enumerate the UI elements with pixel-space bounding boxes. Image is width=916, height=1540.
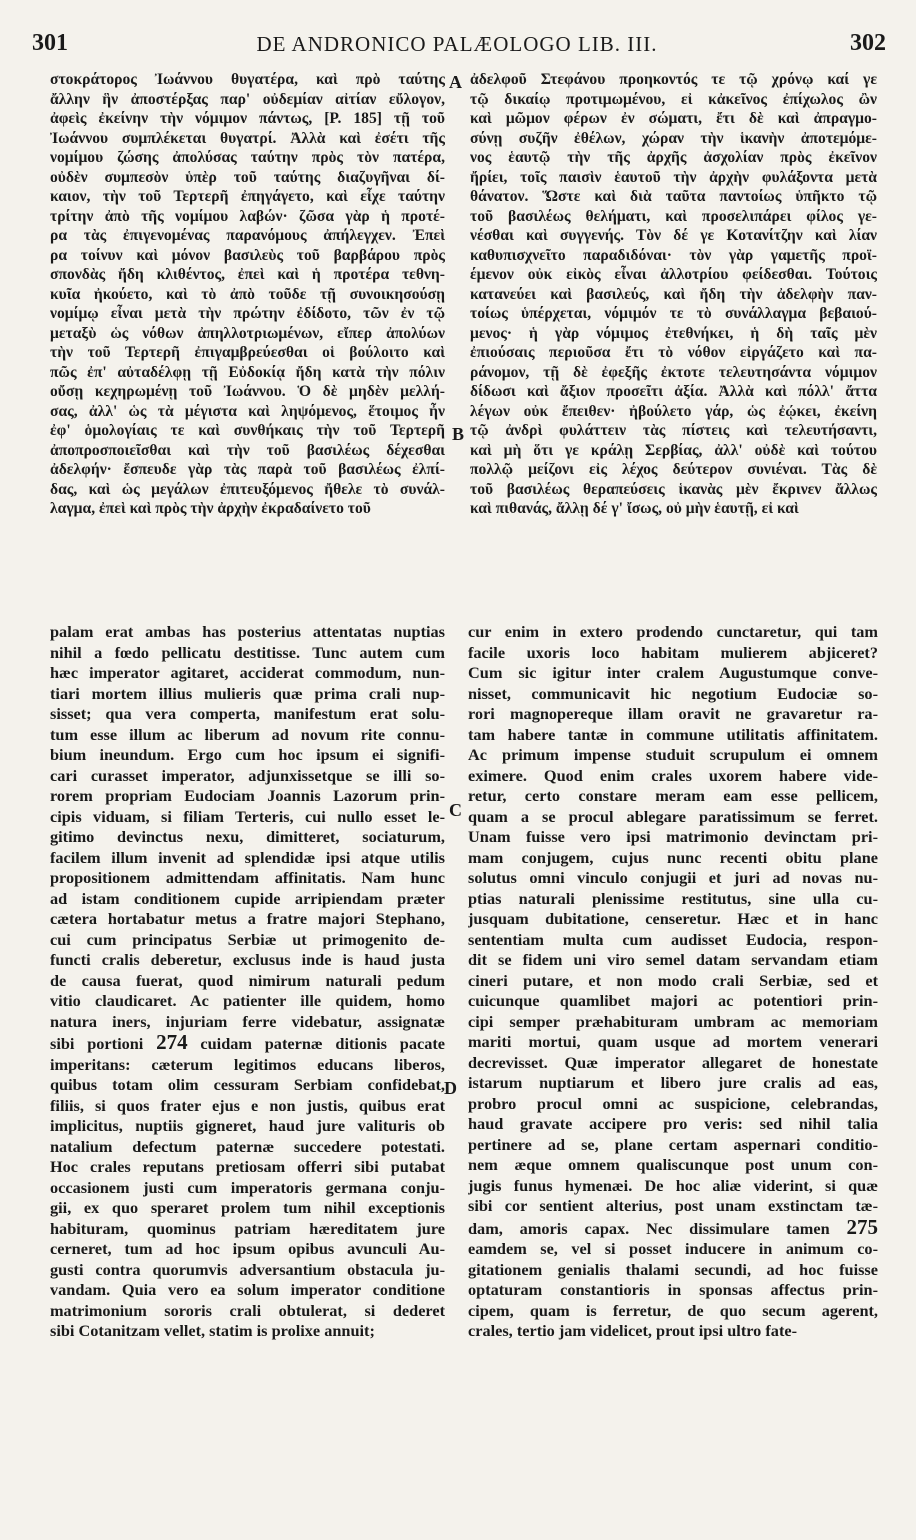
text-line: τρίτην ἀπὸ τῆς νομίμου λαβών· ζῶσα γὰρ ἡ προτέ-	[50, 207, 445, 225]
text-line: cipi semper præhabituram umbram ac memoriam	[468, 1011, 878, 1031]
text-line: τοίως ὑπέρχεται, νόμιμόν τε τὸ συνάλλαγμα βεβαιού-	[470, 305, 877, 322]
text-line: cipem, quam is ferretur, de quo secum agerent,	[468, 1300, 878, 1320]
text-line: palam erat ambas has posterius attentatas nuptias	[50, 622, 445, 641]
text-line: nem æque omnem qualiscunque post unum con-	[468, 1155, 878, 1174]
text-line: gii, ex quo speraret prolem tum nihil exceptionis	[50, 1198, 445, 1217]
text-line: natura iners, injuriam ferre videbatur, assignatæ	[50, 1011, 445, 1031]
text-line: vitio claudicaret. Ac patienter ille quidem, homo	[50, 991, 445, 1010]
text-line: quibus totam olim cessuram Serbiam confidebat,	[50, 1075, 445, 1094]
text-line: rori magnopereque illam oravit ne gravaretur ra-	[468, 704, 878, 723]
text-line: eamdem se, vel si posset inducere in animum co-	[468, 1239, 878, 1258]
text-line: έμενον οὐκ εἰκὸς εἶναι ἀλλοτρίου φείδεσθαι. Τούτοις	[470, 266, 877, 283]
text-line: cari curasset imperator, adjunxissetque se illi so-	[50, 765, 445, 785]
greek-column-right	[470, 70, 877, 605]
text-line: ρα τὰς ἐπιγενομένας παρανόμους ἀπήλεγχεν. Ἐπεὶ	[50, 227, 445, 244]
text-line: tiari mortem illius mulieris quæ prima crali nup-	[50, 683, 445, 703]
text-line: sibi Cotanitzam vellet, statim is prolixe annuit;	[50, 1321, 375, 1340]
text-line: nisset, communicavit hic negotium Eudociæ so-	[468, 683, 878, 703]
text-line: rorem propriam Eudociam Joannis Lazorum prin-	[50, 786, 445, 805]
text-line: facilem illum invenit ad splendidæ ipsi atque utilis	[50, 847, 445, 867]
text-line: cui cum principatus Serbiæ ut primogenito de-	[50, 929, 445, 949]
text-line: μενος· ἡ γὰρ νόμιμος ἐτεθνήκει, ἡ δὴ ταῖς μὲν	[470, 324, 877, 342]
text-line: functi cralis deberetur, exclusus inde is haud justa	[50, 950, 445, 969]
text-line: bium ineundum. Ergo cum hoc ipsum ei signifi-	[50, 745, 445, 764]
text-line: στοκράτορος Ἰωάννου θυγατέρα, καὶ πρὸ ταύτης	[50, 71, 445, 88]
text-line: καὶ μὴ ὅτι γε κράλῃ Σερβίας, ἀλλ' οὐδὲ καὶ τούτου	[470, 441, 877, 459]
page-number-right: 302	[850, 30, 886, 56]
text-line: mam conjugem, cujus nunc recenti obitu plane	[468, 847, 878, 867]
text-line: Unam fuisse vero ipsi matrimonio devinctam pri-	[468, 827, 878, 846]
text-line: gitimo devinctus nexu, dimitteret, sociaturum,	[50, 827, 445, 846]
text-line: ἀδελφήν· ἔσπευδε γὰρ τὰς παρὰ τοῦ βασιλέως ἐλπί-	[50, 461, 445, 478]
text-line: ἀδελφοῦ Στεφάνου προηκοντός τε τῷ χρόνῳ καί γε	[470, 71, 877, 88]
text-line: pertinere ad se, plane certam aspernari conditio-	[468, 1134, 878, 1154]
text-line: σας, ἀλλ' ὡς τὰ μέγιστα καὶ ληψόμενος, ἕτοιμος ἦν	[50, 402, 445, 420]
text-line: habituram, quominus patriam hæreditatem jure	[50, 1218, 445, 1238]
text-line: δας, καὶ ὡς μεγάλων ἐπιτευξόμενος ἤθελε τὸ συνάλ-	[50, 480, 445, 498]
text-line: propositionem admittendam affinitatis. Nam hunc	[50, 868, 445, 887]
text-line: tum esse illum ac liberum ad novum rite connu-	[50, 724, 445, 744]
text-line: Cum sic igitur inter cralem Augustumque conve-	[468, 663, 878, 682]
text-line: occasionem justi cum imperatoris germana conju-	[50, 1177, 445, 1197]
text-line: cerneret, tum ad hoc ipsum opibus avunculi Au-	[50, 1239, 445, 1258]
text-line: Ἰωάννου συμπλέκεται θυγατρί. Ἀλλὰ καὶ ἐσέτι τῆς	[50, 129, 445, 147]
text-line: decrevisset. Quæ imperator allegaret de honestate	[468, 1052, 878, 1072]
text-line: νέσθαι καὶ συγγενής. Τὸν δέ γε Κοτανίτζην καὶ λίαν	[470, 227, 877, 244]
text-line: τῷ δικαίῳ προτιμωμένου, εἰ κἀκεῖνος ἐπίχωλος ὢν	[470, 90, 877, 108]
latin-column-left	[50, 622, 445, 1497]
text-line: οὐδὲν συμπεσὸν ὑπὲρ τοῦ ταύτης διαζυγῆναι δί-	[50, 168, 445, 186]
text-line: natalium defectum paternæ succedere potestati.	[50, 1136, 445, 1156]
text-line: οὔσῃ κεχηρωμένῃ τοῦ Ἰωάννου. Ὁ δὲ μηδὲν μελλή-	[50, 383, 445, 400]
text-line: nihil a fœdo pellicatu destitisse. Tunc autem cum	[50, 642, 445, 662]
running-header	[28, 30, 886, 64]
text-line: τῷ ἀνδρὶ φυλάττειν τὰς πίστεις καὶ τελευτήσαντι,	[470, 422, 877, 439]
text-line: facile uxoris loco habitam mulierem abjiceret?	[468, 642, 878, 662]
text-line: καὶ πιθανάς, ἄλλῃ δέ γ' ἴσως, οὐ μὴν ἑαυτῇ, εἰ καὶ	[470, 500, 799, 517]
text-line: ἤρίει, τοῖς παισὶν ἑαυτοῦ τὴν ἀρχὴν φυλάξοντα μετὰ	[470, 168, 877, 186]
text-line: ἄλλην ἣν ἀποστέρξας παρ' οὐδεμίαν αἰτίαν εὔλογον,	[50, 90, 445, 108]
text-line: ἀφεὶς ἐκείνην τὴν νόμιμον πάντως, [P. 185] τῇ τοῦ	[50, 110, 445, 127]
text-line: ad istam conditionem cupide arripiendam præter	[50, 888, 445, 908]
text-line: sisset; qua vera comperta, manifestum erat solu-	[50, 704, 445, 723]
text-line: eximere. Quod enim crales uxorem habere vide-	[468, 765, 878, 785]
text-line: gusti contra quorumvis adversantium obstacula ju-	[50, 1259, 445, 1279]
text-line: optaturam constantioris in sponsas affectus prin-	[468, 1280, 878, 1299]
text-line: haud gravate accipere pro veris: sed nihil talia	[468, 1114, 878, 1133]
greek-column-left	[50, 70, 445, 605]
text-line: cipis viduam, si filiam Terteris, cui nullo esset le-	[50, 806, 445, 826]
text-line: imperitans: cæterum legitimos educans liberos,	[50, 1054, 445, 1074]
text-line: filiis, si quos frater ejus e non justis, quibus erat	[50, 1095, 445, 1115]
margin-letter-c: C	[449, 800, 462, 820]
running-title: DE ANDRONICO PALÆOLOGO LIB. III.	[256, 32, 658, 56]
text-line: solutus omni vinculo conjugii et juri ad novas nu-	[468, 868, 878, 887]
text-line: crales, tertio jam videlicet, prout ipsi ultro fate-	[468, 1321, 798, 1340]
text-line: probro procul omni ac suspicione, celebrandas,	[468, 1093, 878, 1113]
text-line: ἀποπροσποιεῖσθαι καὶ τὴν τοῦ βασιλέως δέχεσθαι	[50, 441, 445, 459]
text-line: ἐφ' ὁμολογίαις τε καὶ συνθήκαις τὴν τοῦ Τερτερῆ	[50, 422, 445, 439]
text-line: σπονδὰς ἤδη κλιθέντος, ἐπεὶ καὶ ἡ προτέρα τεθνη-	[50, 266, 445, 283]
margin-letter-d: D	[444, 1078, 457, 1098]
inline-page-number: 275	[846, 1216, 878, 1239]
text-line: τὴν τοῦ Τερτερῆ ἐπιγαμβρεύεσθαι οἱ βούλοιτο καὶ	[50, 344, 445, 361]
text-line: νος ἑαυτῷ τὴν τῆς ἀρχῆς ἀσχολίαν πρὸς ἐκεῖνον	[470, 149, 877, 166]
text-line: hæc imperator agitaret, acciderat commodum, nun-	[50, 663, 445, 682]
margin-letter-b: B	[452, 424, 465, 444]
text-line: sibi portioni 274 cuidam paternæ ditionis pacate	[50, 1032, 445, 1054]
text-line: dit se fidem uni viro semel datam servandam etiam	[468, 950, 878, 969]
text-line: Ac primum impense studuit scrupulum ei omnem	[468, 745, 878, 764]
text-line: ράνομον, τῇ δὲ ἐφεξῆς ἐκτοτε τελευτησάντα νόμιμον	[470, 363, 877, 381]
text-line: καιον, τὴν τοῦ Τερτερῆ ἐπηγάγετο, καὶ εἶχε ταύτην	[50, 188, 445, 205]
text-line: ρα τοίνυν καὶ μόνον βασιλεὺς τοῦ βαρβάρου πρὸς	[50, 246, 445, 264]
text-line: κυῖα ἠκούετο, καὶ τὸ ἀπὸ τοῦδε τῇ συνοικησούσῃ	[50, 285, 445, 303]
text-line: τοῦ βασιλέως θεραπεύσεις ἱκανὰς μὲν ἔκρινεν ἄλλως	[470, 480, 877, 498]
text-line: πολλῷ μείζονι εἰς λέχος δεύτερον συνιέναι. Τὰς δὲ	[470, 461, 877, 478]
text-line: cætera hortabatur metus a fratre majori Stephano,	[50, 909, 445, 928]
text-line: δίδωσι καὶ ἄξιον προσεῖτι ἀξία. Ἀλλὰ καὶ πόλλ' ἄττα	[470, 383, 877, 400]
text-line: de causa fuerat, quod nimirum naturali pedum	[50, 970, 445, 990]
margin-letter-a: A	[449, 72, 462, 92]
text-line: ἐπιούσαις περιοῦσα ἔτι τὸ νόθον εἰργάζετο καὶ πα-	[470, 344, 877, 361]
text-line: retur, certo constare meram eam esse pellicem,	[468, 786, 878, 805]
latin-column-right	[468, 622, 878, 1497]
text-line: jusquam dubitatione, censeretur. Hæc et in hanc	[468, 909, 878, 928]
text-line: sibi cor sentient alterius, post unam exstinctam tæ-	[468, 1196, 878, 1215]
text-line: μεταξὺ ὡς νόθων ἀπηλλοτριωμένων, εἴπερ ἀπολύων	[50, 324, 445, 342]
text-line: cineri putare, et non modo crali Serbiæ, sed et	[468, 970, 878, 990]
text-line: sententiam multa cum audisset Eudocia, respon-	[468, 929, 878, 949]
text-line: καὶ μῶμον φέρων ἐν σώματι, ἔτι δὲ καὶ ἀπραγμο-	[470, 110, 877, 127]
text-line: istarum nuptiarum et libero jure cralis ad eas,	[468, 1073, 878, 1092]
text-line: cur enim in extero prodendo cunctaretur, qui tam	[468, 622, 878, 641]
text-line: σύνῃ συζῆν ἐθέλων, χώραν τὴν ἱκανὴν ἀποτεμόμε-	[470, 129, 877, 147]
text-line: θάνατον. Ὥστε καὶ διὰ ταῦτα παντοίως ὑπῆκτο τῷ	[470, 188, 877, 205]
page-number-left: 301	[32, 30, 68, 56]
text-line: πῶς ἐπ' αὐταδέλφῃ τῇ Εὐδοκίᾳ ἤδη κατὰ τὴν πόλιν	[50, 363, 445, 381]
text-line: καθυπισχνεῖτο παραδιδόναι· τὸν γὰρ γαμετῆς προϊ-	[470, 246, 877, 264]
text-line: ptias naturali plenissime restitutus, sine ulla cu-	[468, 888, 878, 908]
text-line: tam habere tantæ in commune utilitatis affinitatem.	[468, 724, 878, 744]
text-line: Hoc crales reputans pretiosam offerri sibi putabat	[50, 1157, 445, 1176]
text-line: mariti mortui, quam usque ad mortem venerari	[468, 1032, 878, 1051]
text-line: λαγμα, ἐπεὶ καὶ πρὸς τὴν ἀρχὴν ἐκραδαίνετο τοῦ	[50, 500, 371, 517]
text-line: matrimonium sororis crali obtulerat, si dederet	[50, 1300, 445, 1320]
text-line: implicitus, nuptiis gigneret, haud jure valituris ob	[50, 1116, 445, 1135]
text-line: gitationem genialis thalami secundi, ad hoc fuisse	[468, 1259, 878, 1279]
text-line: λέγων οὐκ ἔπειθεν· ἠβούλετο γάρ, ὡς ἐῴκει, ἐκείνη	[470, 402, 877, 420]
text-line: cuicunque quamlibet majori ac potentiori prin-	[468, 991, 878, 1010]
text-line: νομίμου ζώσης ἀπολύσας ταύτην πρὸς τὸν πατέρα,	[50, 149, 445, 166]
text-line: jugis funus hymenæi. De hoc aliæ viderint, si quæ	[468, 1175, 878, 1195]
text-line: dam, amoris capax. Nec dissimulare tamen 275	[468, 1216, 878, 1239]
text-line: τοῦ βασιλέως θελήματι, καὶ προσελιπάρει φίλος γε-	[470, 207, 877, 225]
inline-page-number: 274	[156, 1032, 188, 1054]
text-line: νομίμῳ εἶναι μετὰ τὴν πρώτην ἐδίδοτο, τῶν ἐν τῷ	[50, 305, 445, 322]
text-line: vandam. Quia vero ea solum imperator conditione	[50, 1280, 445, 1299]
text-line: quam a se procul ablegare paratissimum se ferret.	[468, 806, 878, 826]
text-line: κατανεύει καὶ βασιλεύς, καὶ ἤδη τὴν ἀδελφὴν παν-	[470, 285, 877, 303]
